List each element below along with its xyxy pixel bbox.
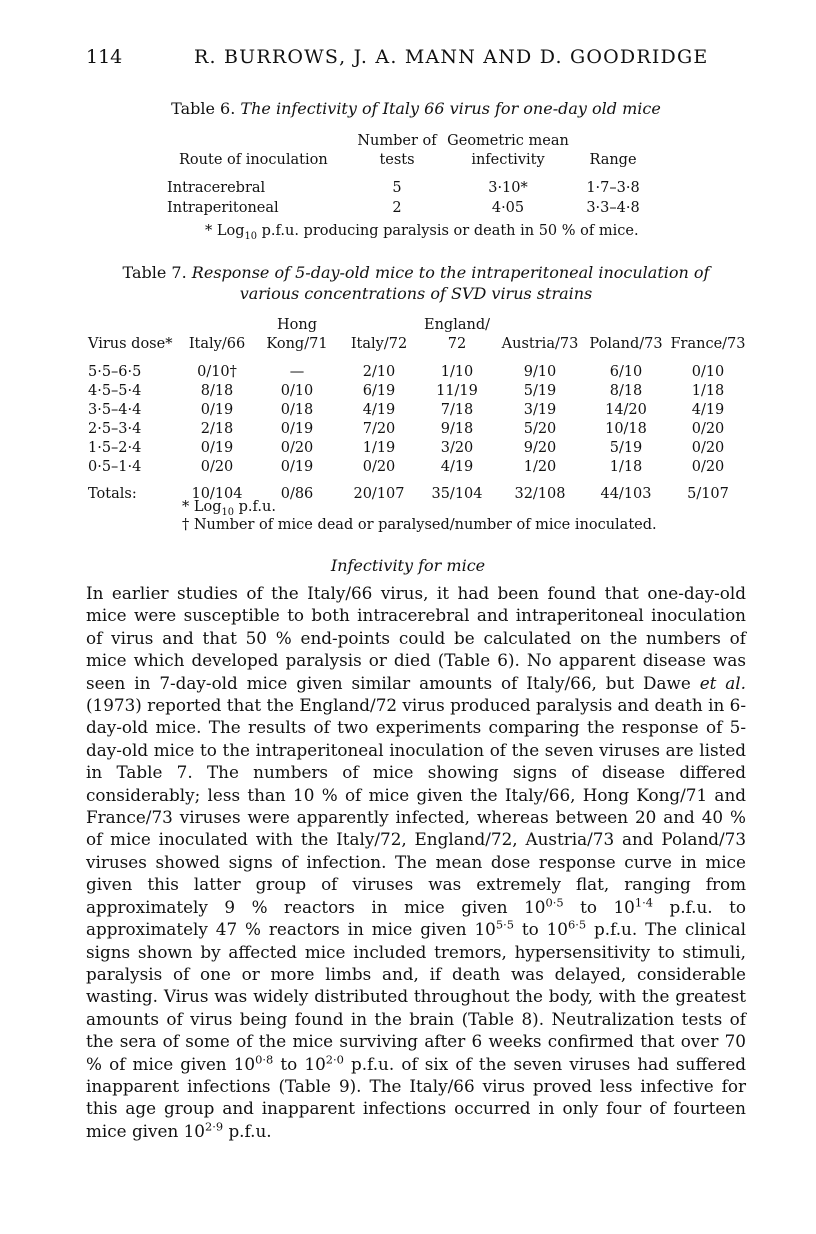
table7-header-austria73: Austria/73 <box>501 336 579 352</box>
table6-header-infectivity: Geometric mean infectivity <box>447 133 569 168</box>
table-row: 0·5–1·4 0/20 0/19 0/20 4/19 1/20 1/18 0/20 <box>88 459 725 475</box>
authors: R. BURROWS, J. A. MANN AND D. GOODRIDGE <box>194 46 709 68</box>
table-row: 1·5–2·4 0/19 0/20 1/19 3/20 9/20 5/19 0/20 <box>88 440 725 456</box>
table7-title-line1: Response of 5-day-old mice to the intraperitoneal inoculation of <box>191 263 710 282</box>
table7-header-france73: France/73 <box>670 336 746 352</box>
table7-label: Table 7. <box>122 263 187 282</box>
table7-header-italy66: Italy/66 <box>188 336 246 352</box>
table7-header-row <box>88 316 748 363</box>
table-row: Intracerebral 5 3·10* 1·7–3·8 <box>167 180 640 196</box>
page-number: 114 <box>86 46 123 68</box>
table-row: 3·5–4·4 0/19 0/18 4/19 7/18 3/19 14/20 4/19 <box>88 402 725 418</box>
table7-header-hongkong71: Hong Kong/71 <box>266 317 328 352</box>
table-row: Intraperitoneal 2 4·05 3·3–4·8 <box>167 200 640 216</box>
table7-totals-row: Totals: 10/104 0/86 20/107 35/104 32/108 44/103 5/107 <box>88 486 729 502</box>
table7-header-poland73: Poland/73 <box>589 336 663 352</box>
table-row: 5·5–6·5 0/10† — 2/10 1/10 9/10 6/10 0/10 <box>88 364 725 380</box>
table-row: 4·5–5·4 8/18 0/10 6/19 11/19 5/19 8/18 1/18 <box>88 383 725 399</box>
section-heading: Infectivity for mice <box>330 556 486 575</box>
table6-header-range: Range <box>589 152 637 168</box>
table6-title: The infectivity of Italy 66 virus for one-day old mice <box>240 99 661 118</box>
table7-footnote-1: * Log$_{10}$ p.f.u. <box>182 499 276 518</box>
body-paragraph: In earlier studies of the Italy/66 virus, it had been found that one-day-old mice were susceptible to both intracerebral and intraperitoneal inoculation of virus and that 50 % end-points could be calculated on the numbers of mice which developed paralysis or died (Table 6). No apparent disease was seen in 7-day-old mice given similar amounts of Italy/66, but Dawe et al. (1973) reported that the England/72 virus produced paralysis and death in 6-day-old mice. The results of two experiments comparing the response of 5-day-old mice to the intraperitoneal inoculation of the seven viruses are listed in Table 7. The numbers of mice showing signs of disease differed considerably; less than 10 % of mice given the Italy/66, Hong Kong/71 and France/73 viruses were apparently infected, whereas between 20 and 40 % of mice inoculated with the Italy/72, England/72, Austria/73 and Poland/73 viruses showed signs of infection. The mean dose response curve in mice given this latter group of viruses was extremely flat, ranging from approximately 9 % reactors in mice given $10^{0\cdot 5}$ to $10^{1\cdot 4}$ p.f.u. to approximately 47 % reactors in mice given $10^{5\cdot 5}$ to $10^{6\cdot 5}$ p.f.u. The clinical signs shown by affected mice included tremors, hypersensitivity to stimuli, paralysis of one or more limbs and, if death was delayed, considerable wasting. Virus was widely distributed throughout the body, with the greatest amounts of virus being found in the brain (Table 8). Neutralization tests of the sera of some of the mice surviving after 6 weeks confirmed that over 70 % of mice given $10^{0\cdot 8}$ to $10^{2\cdot 0}$ p.f.u. of six of the seven viruses had suffered inapparent infections (Table 9). The Italy/66 virus proved less infective for this age group and inapparent infections occurred in only four of fourteen mice given $10^{2\cdot 9}$ p.f.u. <box>86 583 747 1141</box>
author-1: R. BURROWS <box>194 46 340 68</box>
table7-title-line2: various concentrations of SVD virus strains <box>239 284 593 303</box>
running-head <box>86 46 776 74</box>
table6-label: Table 6. <box>171 99 236 118</box>
author-3: D. GOODRIDGE <box>539 46 709 68</box>
table7-caption <box>86 262 746 304</box>
table7-footnote-2: † Number of mice dead or paralysed/number of mice inoculated. <box>182 517 657 533</box>
table7 <box>88 316 748 504</box>
table7-header-italy72: Italy/72 <box>350 336 408 352</box>
table6-header-route: Route of inoculation <box>179 152 328 168</box>
author-2: J. A. MANN AND <box>353 46 533 68</box>
table6-header-row <box>167 132 657 178</box>
table6-header-tests: Number of tests <box>357 133 437 168</box>
table-row: 2·5–3·4 2/18 0/19 7/20 9/18 5/20 10/18 0/20 <box>88 421 725 437</box>
table6-footnote: * Log$_{10}$ p.f.u. producing paralysis or death in 50 % of mice. <box>205 223 639 242</box>
table6 <box>167 132 657 218</box>
table7-header-england72: England/ 72 <box>424 317 490 352</box>
table7-header-dose: Virus dose* <box>88 336 173 352</box>
table6-caption <box>86 98 746 119</box>
